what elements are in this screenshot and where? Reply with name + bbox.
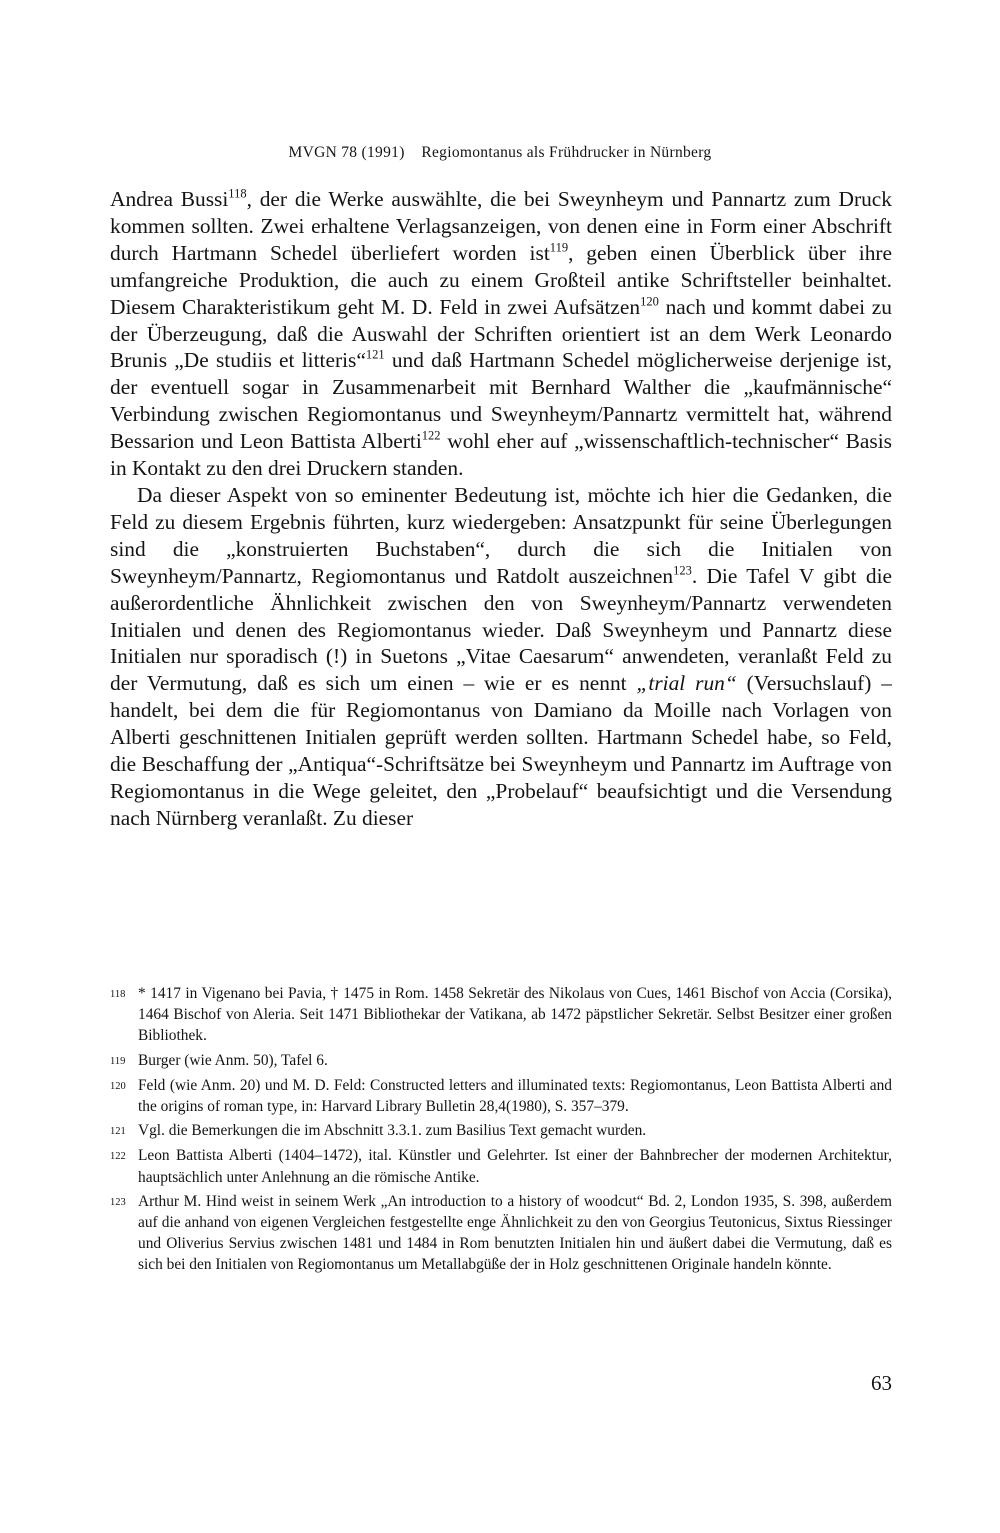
- body-text: [110, 186, 892, 832]
- footnote-text: Feld (wie Anm. 20) und M. D. Feld: Constructed letters and illuminated texts: Regiomontanus, Leon Battista Alberti and the origins of roman type, in: Harvard Library Bulletin 28,4(1980), S. 357–379.: [138, 1076, 892, 1116]
- text-run: wohl eher auf „wissenschaftlich-technischer“ Basis in Kontakt zu den drei Druckern standen.: [110, 429, 892, 481]
- footnote: [110, 1050, 892, 1072]
- footnote-text: Arthur M. Hind weist in seinem Werk „An introduction to a history of woodcut“ Bd. 2, London 1935, S. 398, außerdem auf die anhand von eigenen Vergleichen festgestellte enge Ähnlichkeit zu den von Georgius Teutonicus, Sixtus Riessinger und Oliverius Servius zwischen 1481 und 1484 in Rom benutzten Initialen hin und äußert dabei die Vermutung, daß es sich bei den Initialen von Regiomontanus um Metallabgüße der in Holz geschnittenen Originale handeln könnte.: [138, 1192, 892, 1274]
- italic-term: „trial run“: [636, 671, 737, 696]
- footnote: [110, 1075, 892, 1117]
- footnote: [110, 1120, 892, 1142]
- footnote: [110, 1191, 892, 1276]
- paragraph-2: [110, 482, 892, 832]
- text-run: nach und kommt dabei zu der Überzeugung, daß die Auswahl der Schriften orientiert ist an dem Werk Leonardo Brunis „De studiis et litteris“: [110, 294, 892, 373]
- footnote-ref-119[interactable]: 119: [549, 240, 569, 255]
- text-run: Andrea Bussi: [110, 187, 229, 211]
- footnote-number: 119: [110, 1055, 126, 1067]
- page-number: 63: [871, 1371, 892, 1395]
- footnote-number: 121: [110, 1126, 126, 1138]
- running-header: MVGN 78 (1991) Regiomontanus als Frühdrucker in Nürnberg: [288, 144, 712, 161]
- footnote-number: 120: [110, 1080, 126, 1092]
- footnote-number: 122: [110, 1151, 126, 1163]
- footnote-ref-121[interactable]: 121: [365, 347, 385, 362]
- text-run: (Versuchslauf) – handelt, bei dem die für Regiomontanus von Damiano da Moille nach Vorlagen von Alberti geschnittenen Initialen geprüft werden sollten. Hartmann Schedel habe, so Feld, die Beschaffung der „Antiqua“-Schriftsätze bei Sweynheym und Pannartz im Auftrage von Regiomontanus in die Wege geleitet, den „Probelauf“ beaufsichtigt und die Versendung nach Nürnberg veranlaßt. Zu dieser: [110, 671, 892, 830]
- footnote-ref-120[interactable]: 120: [640, 293, 659, 308]
- footnotes: [110, 983, 892, 1279]
- footnote-ref-123[interactable]: 123: [673, 562, 692, 577]
- footnote: [110, 1145, 892, 1187]
- paragraph-1: [110, 186, 892, 482]
- footnote-text: Vgl. die Bemerkungen die im Abschnitt 3.3.1. zum Basilius Text gemacht wurden.: [138, 1122, 647, 1140]
- footnote-ref-118[interactable]: 118: [228, 186, 247, 201]
- footnote-number: 118: [110, 989, 126, 1000]
- text-run: . Die Tafel V gibt die außerordentliche Ähnlichkeit zwischen den von Sweynheym/Pannartz verwendeten Initialen und denen des Regiomontanus wieder. Daß Sweynheym und Pannartz diese Initialen nur sporadisch (!) in Suetons „Vitae Caesarum“ anwendeten, veranlaßt Feld zu der Vermutung, daß es sich um einen – wie er es nennt: [110, 563, 893, 696]
- text-run: und daß Hartmann Schedel möglicherweise derjenige ist, der eventuell sogar in Zusammenarbeit mit Bernhard Walther die „kaufmännische“ Verbindung zwischen Regiomontanus und Sweynheym/Pannartz vermittelt hat, während Bessarion und Leon Battista Alberti: [110, 348, 892, 454]
- text-run: , geben einen Überblick über ihre umfangreiche Produktion, die auch zu einem Großteil antike Schriftsteller beinhaltet. Diesem Charakteristikum geht M. D. Feld in zwei Aufsätzen: [110, 240, 893, 319]
- footnote-text: Leon Battista Alberti (1404–1472), ital. Künstler und Gelehrter. Ist einer der Bahnbrecher der modernen Architektur, hauptsächlich unter Anlehnung an die römische Antike.: [138, 1147, 892, 1186]
- footnote-text: * 1417 in Vigenano bei Pavia, † 1475 in Rom. 1458 Sekretär des Nikolaus von Cues, 1461 Bischof von Accia (Corsika), 1464 Bischof von Aleria. Seit 1471 Bibliothekar der Vatikana, ab 1472 päpstlicher Sekretär. Selbst Besitzer einer großen Bibliothek.: [138, 985, 892, 1045]
- footnote-text: Burger (wie Anm. 50), Tafel 6.: [138, 1051, 328, 1069]
- footnote-ref-122[interactable]: 122: [421, 428, 441, 443]
- text-run: , der die Werke auswählte, die bei Sweynheym und Pannartz zum Druck kommen sollten. Zwei erhaltene Verlagsanzeigen, von denen eine in Form einer Abschrift durch Hartmann Schedel überliefert worden ist: [110, 187, 892, 265]
- footnote: [110, 983, 892, 1047]
- footnote-number: 123: [110, 1196, 126, 1208]
- text-run: Da dieser Aspekt von so eminenter Bedeutung ist, möchte ich hier die Gedanken, die Feld zu diesem Ergebnis führten, kurz wiedergeben: Ansatzpunkt für seine Überlegungen sind die „konstruierten Buchstaben“, durch die sich die Initialen von Sweynheym/Pannartz, Regiomontanus und Ratdolt auszeichnen: [110, 482, 892, 588]
